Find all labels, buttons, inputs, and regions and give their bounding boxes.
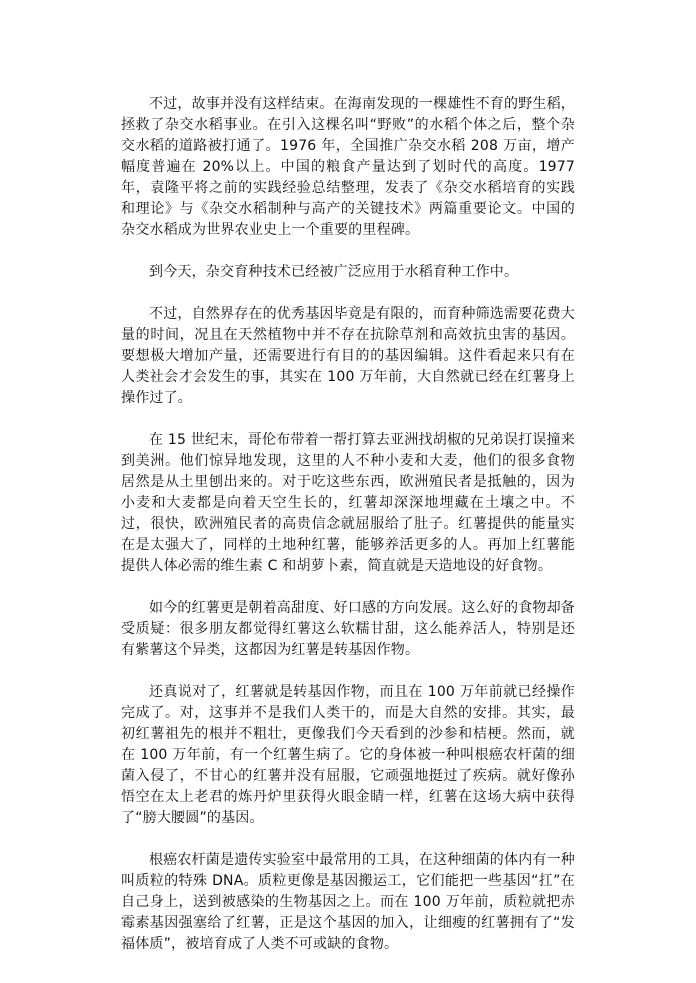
paragraph-sweet-potato-doubts: 如今的红薯更是朝着高甜度、好口感的方向发展。这么好的食物却备受质疑：很多朋友都觉得红薯这么软糯甘甜，这么能养活人，特别是还有紫薯这个异类，这都因为红薯是转基因作物。: [121, 600, 575, 658]
paragraph-hybrid-breeding-today: 到今天，杂交育种技术已经被广泛应用于水稻育种工作中。: [149, 264, 519, 280]
paragraph-columbus-sweet-potato: 在 15 世纪末，哥伦布带着一帮打算去亚洲找胡椒的兄弟误打误撞来到美洲。他们惊异地发现，这里的人不种小麦和大麦，他们的很多食物居然是从土里刨出来的。对于吃这些东西，欧洲殖民者是抵触的，因为小麦和大麦都是向着天空生长的，红薯却深深地埋藏在土壤之中。不过，很快，欧洲殖民者的高贵信念就屈服给了肚子。红薯提供的能量实在是太强大了，同样的土地种红薯，能够养活更多的人。再加上红薯能提供人体必需的维生素 C 和胡萝卜素，简直就是天造地设的好食物。: [121, 432, 575, 574]
paragraph-gene-editing-need: 不过，自然界存在的优秀基因毕竟是有限的，而育种筛选需要花费大量的时间，况且在天然植物中并不存在抗除草剂和高效抗虫害的基因。要想极大增加产量，还需要进行有目的的基因编辑。这件看起来只有在人类社会才会发生的事，其实在 100 万年前，大自然就已经在红薯身上操作过了。: [121, 306, 575, 406]
paragraph-agrobacterium-plasmid: 根癌农杆菌是遗传实验室中最常用的工具，在这种细菌的体内有一种叫质粒的特殊 DNA。质粒更像是基因搬运工，它们能把一些基因“扛”在自己身上，送到被感染的生物基因之上。而在 100 万年前，质粒就把赤霉素基因强塞给了红薯，正是这个基因的加入，让细瘦的红薯拥有了“发福体质”，被培育成了人类不可或缺的食物。: [121, 852, 575, 952]
document-page: [121, 94, 575, 976]
paragraph-natural-gmo: 还真说对了，红薯就是转基因作物，而且在 100 万年前就已经操作完成了。对，这事并不是我们人类干的，而是大自然的安排。其实，最初红薯祖先的根并不粗壮，更像我们今天看到的沙参和桔梗。然而，就在 100 万年前，有一个红薯生病了。它的身体被一种叫根癌农杆菌的细菌入侵了，不甘心的红薯并没有屈服，它顽强地挺过了疾病。就好像孙悟空在太上老君的炼丹炉里获得火眼金睛一样，红薯在这场大病中获得了“膀大腰圆”的基因。: [121, 684, 575, 826]
paragraph-hybrid-rice-history: 不过，故事并没有这样结束。在海南发现的一棵雄性不育的野生稻，拯救了杂交水稻事业。在引入这棵名叫“野败”的水稻个体之后，整个杂交水稻的道路被打通了。1976 年，全国推广杂交水稻 208 万亩，增产幅度普遍在 20%以上。中国的粮食产量达到了划时代的高度。1977 年，袁隆平将之前的实践经验总结整理，发表了《杂交水稻培育的实践和理论》与《杂交水稻制种与高产的关键技术》两篇重要论文。中国的杂交水稻成为世界农业史上一个重要的里程碑。: [121, 96, 575, 238]
